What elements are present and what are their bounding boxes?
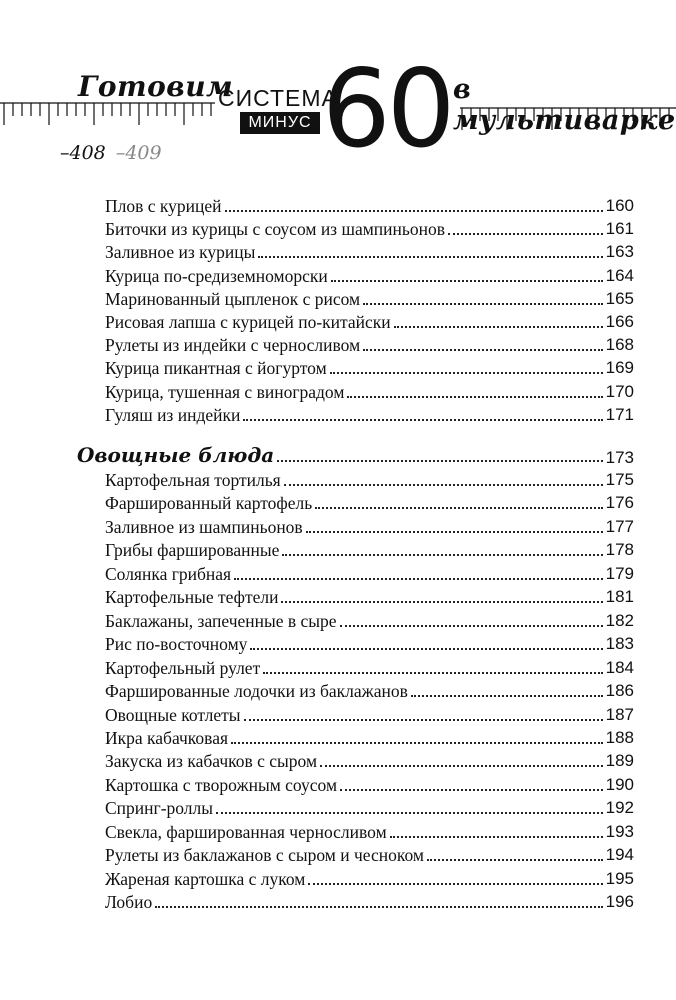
toc-entry-page: 192 [605, 798, 634, 818]
toc-entry-page: 163 [605, 242, 634, 262]
toc-entry[interactable] [105, 748, 634, 772]
toc-entry-page: 176 [605, 493, 634, 513]
toc-entry[interactable] [105, 631, 634, 655]
dot-leader [263, 672, 602, 674]
toc-entry-title: Свекла, фаршированная черносливом [105, 821, 387, 842]
toc-entry-title: Картофельные тефтели [105, 587, 279, 608]
dot-leader [448, 233, 603, 235]
toc-entry-page: 165 [605, 288, 634, 308]
toc-entry-page: 178 [605, 540, 634, 560]
brand-minus-label: МИНУС [240, 112, 320, 134]
toc-entry-page: 160 [605, 196, 634, 215]
toc-section[interactable] [77, 440, 634, 468]
toc-entry[interactable] [105, 842, 634, 866]
toc-entry-page: 194 [605, 845, 634, 865]
toc-entry[interactable] [105, 467, 634, 491]
toc-entry-title: Курица, тушенная с виноградом [105, 381, 345, 402]
dot-leader [306, 531, 603, 533]
toc-entry[interactable] [105, 379, 634, 403]
toc-entry-title: Гуляш из индейки [105, 404, 241, 425]
dot-leader [258, 256, 602, 258]
toc-entry-title: Солянка грибная [105, 563, 232, 584]
toc-entry-title: Рис по-восточному [105, 634, 248, 655]
toc-entry-page: 184 [605, 657, 634, 677]
toc-entry-page: 161 [605, 219, 634, 239]
toc-entry-page: 164 [605, 265, 634, 285]
header-title-left: Готовим [78, 70, 234, 103]
toc-entry-page: 166 [605, 312, 634, 331]
toc-entry-page: 195 [605, 868, 634, 888]
dot-leader [427, 859, 603, 861]
dot-leader [347, 396, 602, 398]
toc-entry-page: 186 [605, 681, 634, 701]
toc-entry-title: Плов с курицей [105, 196, 222, 216]
toc-entry-title: Картошка с творожным соусом [105, 774, 338, 795]
toc-entry-title: Фаршированные лодочки из баклажанов [105, 681, 408, 702]
toc-entry[interactable] [105, 216, 634, 240]
toc-entry-page: 183 [605, 634, 634, 654]
toc-section-page: 173 [605, 448, 634, 467]
dot-leader [394, 326, 603, 328]
toc-entry[interactable] [105, 608, 634, 632]
toc-entry-page: 177 [605, 516, 634, 536]
toc-entry[interactable] [105, 514, 634, 538]
dot-leader [363, 303, 603, 305]
toc-entry[interactable] [105, 772, 634, 796]
dot-leader [225, 210, 603, 212]
toc-entry-title: Лобио [105, 892, 153, 913]
toc-entry[interactable] [105, 866, 634, 890]
toc-entry-title: Грибы фаршированные [105, 540, 280, 561]
toc-entry-page: 181 [605, 587, 634, 607]
toc-entry-page: 193 [605, 821, 634, 841]
dot-leader [411, 695, 603, 697]
toc-entry[interactable] [105, 355, 634, 379]
toc-entry[interactable] [105, 678, 634, 702]
page-header [0, 0, 676, 180]
toc-entry-page: 175 [605, 470, 634, 489]
toc-entry-title: Курица пикантная с йогуртом [105, 358, 327, 379]
dot-leader [284, 484, 603, 486]
toc-entry[interactable] [105, 537, 634, 561]
toc-entry-title: Икра кабачковая [105, 727, 229, 748]
toc-entry[interactable] [105, 819, 634, 843]
dot-leader [308, 883, 602, 885]
toc-entry-page: 169 [605, 358, 634, 378]
dot-leader [243, 419, 602, 421]
dot-leader [155, 906, 602, 908]
dot-leader [282, 554, 602, 556]
toc-section-title: Овощные блюда [77, 443, 275, 467]
toc-entry-title: Картофельный рулет [105, 657, 261, 678]
toc-entry-title: Заливное из шампиньонов [105, 516, 303, 537]
toc-entry[interactable] [105, 263, 634, 287]
dot-leader [330, 372, 603, 374]
toc-entry-title: Курица по-средиземноморски [105, 265, 328, 286]
toc-entry-page: 182 [605, 610, 634, 630]
toc-entry-title: Баклажаны, запеченные в сыре [105, 610, 337, 631]
page-numbers [60, 142, 162, 164]
dot-leader [315, 507, 602, 509]
toc-entry-page: 187 [605, 704, 634, 724]
toc-entry-title: Биточки из курицы с соусом из шампиньонов [105, 219, 445, 240]
dot-leader [331, 280, 603, 282]
dot-leader [320, 765, 603, 767]
toc-entry-title: Маринованный цыпленок с рисом [105, 288, 361, 309]
toc-entry-title: Рулеты из индейки с черносливом [105, 335, 361, 356]
toc-entry[interactable] [105, 402, 634, 426]
toc-entry-title: Жареная картошка с луком [105, 868, 306, 889]
toc-entry-title: Рисовая лапша с курицей по-китайски [105, 312, 391, 332]
toc-entry[interactable] [105, 655, 634, 679]
toc-entry-title: Рулеты из баклажанов с сыром и чесноком [105, 845, 424, 866]
toc-entry-page: 168 [605, 335, 634, 355]
page-number-right: –409 [115, 142, 162, 164]
toc-entry[interactable] [105, 561, 634, 585]
toc-entry[interactable] [105, 725, 634, 749]
brand-system-label: СИСТЕМА [218, 85, 338, 111]
dot-leader [250, 648, 602, 650]
brand-number: 60 [322, 47, 452, 172]
dot-leader [281, 601, 602, 603]
toc-entry-title: Закуска из кабачков с сыром [105, 751, 318, 772]
toc-entry[interactable] [105, 332, 634, 356]
toc-entry[interactable] [105, 490, 634, 514]
toc-entry-title: Овощные котлеты [105, 704, 241, 725]
header-title-right: в мультиварке [453, 74, 676, 136]
page-number-left: –408 [60, 142, 106, 164]
dot-leader [340, 789, 603, 791]
dot-leader [340, 625, 603, 627]
toc-entry[interactable] [105, 193, 634, 217]
dot-leader [234, 578, 603, 580]
dot-leader [277, 460, 602, 462]
toc-entry-title: Спринг-роллы [105, 798, 214, 819]
dot-leader [244, 719, 603, 721]
toc-entry-title: Заливное из курицы [105, 242, 256, 263]
toc-entry[interactable] [105, 795, 634, 819]
toc-entry-page: 170 [605, 381, 634, 401]
toc-entry-page: 188 [605, 727, 634, 747]
toc-entry-page: 190 [605, 774, 634, 794]
toc-entry[interactable] [105, 286, 634, 310]
toc-entry[interactable] [105, 309, 634, 333]
toc-entry-title: Фаршированный картофель [105, 493, 313, 514]
dot-leader [390, 836, 603, 838]
toc-entry[interactable] [105, 889, 634, 913]
dot-leader [363, 349, 602, 351]
toc-entry[interactable] [105, 584, 634, 608]
toc-entry-page: 196 [605, 892, 634, 912]
toc-entry[interactable] [105, 239, 634, 263]
dot-leader [231, 742, 603, 744]
toc-entry-page: 189 [605, 751, 634, 771]
toc-entry-page: 171 [605, 404, 634, 424]
toc-entry-title: Картофельная тортилья [105, 470, 281, 490]
toc-entry[interactable] [105, 702, 634, 726]
dot-leader [216, 812, 603, 814]
toc-entry-page: 179 [605, 563, 634, 583]
